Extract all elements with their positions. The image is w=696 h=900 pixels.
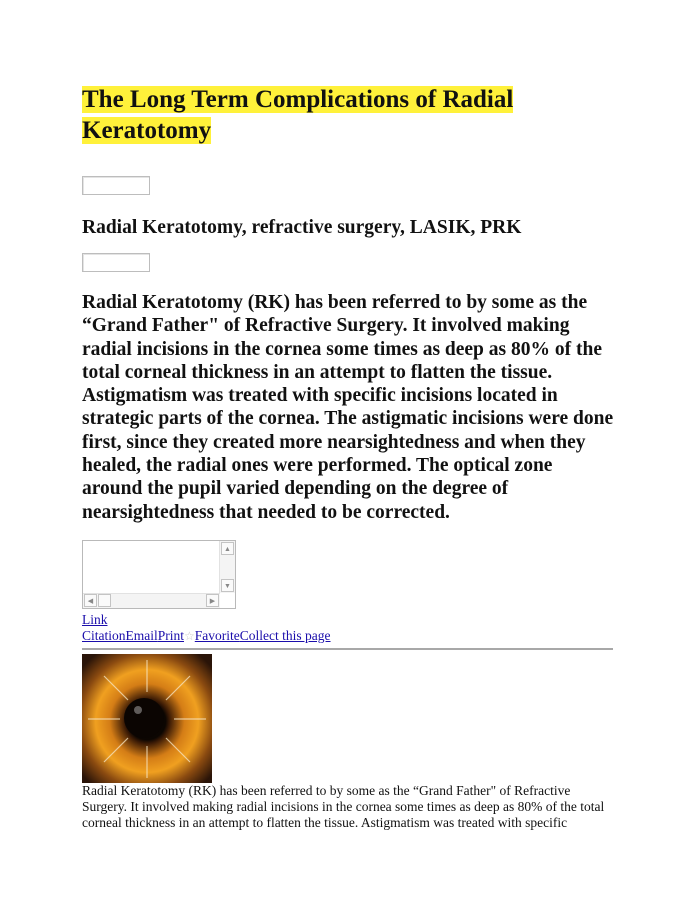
- collect-link[interactable]: Collect this page: [239, 627, 331, 643]
- lead-paragraph: Radial Keratotomy (RK) has been referred to by some as the “Grand Father" of Refractive Surgery. It involved making radial incisions in the cornea some times as deep as 80% of the total corneal thickness in an attempt to flatten the tissue. Astigmatism was treated with specific incisions located in strategic parts of the cornea. The astigmatic incisions were done first, since they created more nearsightedness and when they healed, the radial ones were performed. The optical zone around the pupil varied depending on the degree of nearsightedness that needed to be corrected.: [82, 292, 614, 523]
- link-row: [82, 612, 614, 628]
- horizontal-scrollbar[interactable]: [83, 593, 220, 608]
- eye-photo: [82, 654, 212, 783]
- print-link[interactable]: Print: [157, 627, 185, 643]
- divider: [82, 648, 613, 650]
- citation-link[interactable]: Citation: [82, 627, 126, 643]
- scroll-left-icon[interactable]: ◀: [84, 594, 97, 607]
- blank-input-box[interactable]: [82, 176, 150, 195]
- link-link[interactable]: Link: [82, 611, 108, 627]
- scroll-up-icon[interactable]: ▲: [221, 542, 234, 555]
- blank-input-box-2[interactable]: [82, 253, 150, 272]
- keywords-heading: Radial Keratotomy, refractive surgery, LASIK, PRK: [82, 217, 522, 238]
- document-page: [82, 84, 614, 831]
- scroll-thumb[interactable]: [98, 594, 111, 607]
- body-paragraph: Radial Keratotomy (RK) has been referred to by some as the “Grand Father" of Refractive Surgery. It involved making radial incisions in the cornea some times as deep as 80% of the total corneal thickness in an attempt to flatten the tissue. Astigmatism was treated with specific: [82, 782, 605, 830]
- comment-textarea[interactable]: [82, 540, 236, 609]
- page-title: [82, 84, 614, 146]
- favorite-link[interactable]: Favorite: [194, 627, 240, 643]
- email-link[interactable]: Email: [125, 627, 158, 643]
- scroll-right-icon[interactable]: ▶: [206, 594, 219, 607]
- action-links: [82, 628, 614, 644]
- star-icon: ☆: [184, 628, 195, 643]
- vertical-scrollbar[interactable]: [219, 541, 235, 593]
- scroll-down-icon[interactable]: ▼: [221, 579, 234, 592]
- cornea-incisions-graphic: [82, 654, 212, 783]
- title-highlight: The Long Term Complications of Radial Keratotomy: [82, 86, 514, 144]
